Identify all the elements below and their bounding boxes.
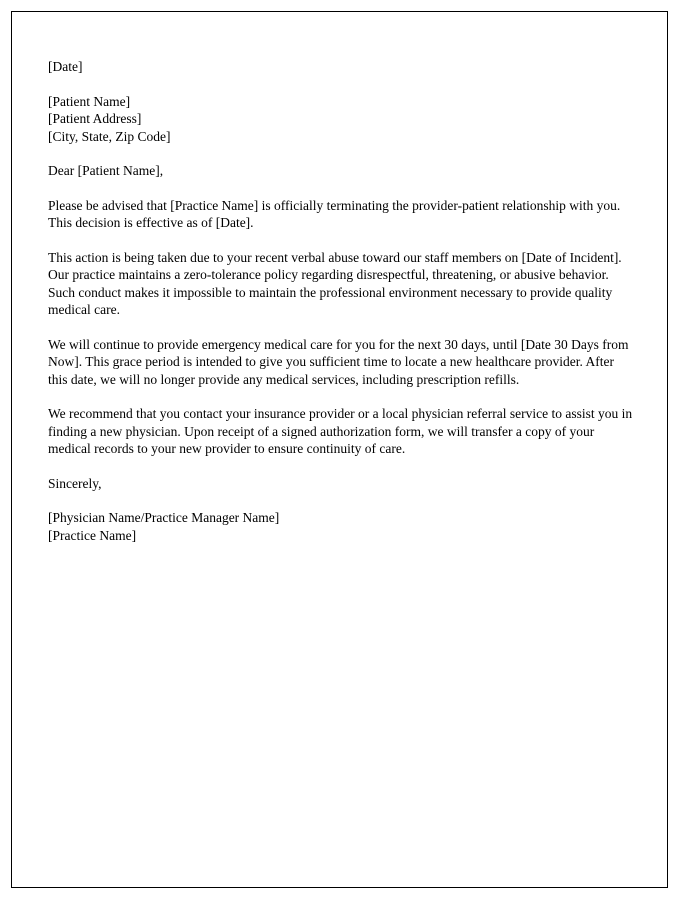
letter-page [11,11,668,888]
recipient-address-block [48,93,636,146]
letter-content [48,58,636,544]
signature-name-line: [Physician Name/Practice Manager Name] [48,510,280,525]
recipient-city-state-zip-line: [City, State, Zip Code] [48,128,171,144]
salutation: Dear [Patient Name], [48,163,164,178]
body-paragraph-2: This action is being taken due to your recent verbal abuse toward our staff members on [Date of Incident]. Our practice maintains a zero-tolerance policy regarding disrespectful, threatening, or abusive behavior. Such conduct makes it impossible to maintain the professional environment necessary to provide quality medical care. [48,249,622,317]
signature-practice-line: [Practice Name] [48,527,137,543]
closing-line: Sincerely, [48,475,102,491]
body-paragraph-3: We will continue to provide emergency medical care for you for the next 30 days, until [Date 30 Days from Now]. This grace period is intended to give you sufficient time to locate a new healthcare provider. After this date, we will no longer provide any medical services, including prescription refills. [48,336,629,387]
recipient-name-line: [Patient Name] [48,93,131,109]
date-line: [Date] [48,59,83,74]
signature-block [48,509,636,544]
body-paragraph-4: We recommend that you contact your insurance provider or a local physician referral service to assist you in finding a new physician. Upon receipt of a signed authorization form, we will transfer a copy of your medical records to your new provider to ensure continuity of care. [48,406,633,456]
body-paragraph-1: Please be advised that [Practice Name] is officially terminating the provider-patient relationship with you. This decision is effective as of [Date]. [48,197,621,230]
recipient-address-line: [Patient Address] [48,111,142,126]
